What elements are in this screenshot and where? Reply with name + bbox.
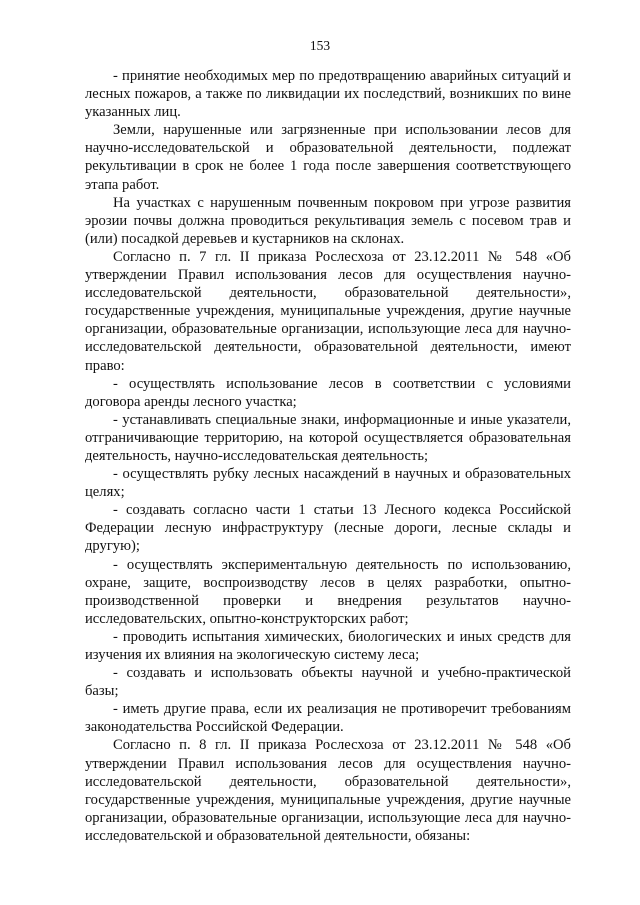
paragraph: - иметь другие права, если их реализация не противоречит требованиям законодательства Российской Федерации.: [85, 701, 571, 736]
paragraph: Согласно п. 7 гл. II приказа Рослесхоза от 23.12.2011 № 548 «Об утверждении Правил использования лесов для осуществления научно-исследовательской деятельности, образовательной деятельности», государственные учреждения, муниципальные учреждения, другие научные организации, образовательные организации, использующие леса для научно-исследовательской деятельности, образовательной деятельности, имеют право:: [85, 248, 571, 374]
paragraph: - осуществлять экспериментальную деятельность по использованию, охране, защите, воспроизводству лесов в целях разработки, опытно-производственной проверки и внедрения результатов научно-исследовательских, опытно-конструкторских работ;: [85, 556, 571, 627]
paragraph: - принятие необходимых мер по предотвращению аварийных ситуаций и лесных пожаров, а также по ликвидации их последствий, возникших по вине указанных лиц.: [85, 68, 571, 121]
paragraph: Земли, нарушенные или загрязненные при использовании лесов для научно-исследовательской и образовательной деятельности, подлежат рекультивации в срок не более 1 года после завершения соответствующего этапа работ.: [85, 122, 571, 193]
paragraph: - осуществлять рубку лесных насаждений в научных и образовательных целях;: [85, 466, 571, 501]
paragraph: - проводить испытания химических, биологических и иных средств для изучения их влияния на экологическую систему леса;: [85, 628, 571, 663]
paragraph: - создавать и использовать объекты научной и учебно-практической базы;: [85, 665, 571, 700]
page-number: 153: [309, 38, 331, 53]
paragraph: На участках с нарушенным почвенным покровом при угрозе развития эрозии почвы должна проводиться рекультивация земель с посевом трав и (или) посадкой деревьев и кустарников на склонах.: [85, 194, 571, 247]
paragraph: - осуществлять использование лесов в соответствии с условиями договора аренды лесного участка;: [85, 375, 571, 410]
document-body: [85, 67, 571, 845]
paragraph: - создавать согласно части 1 статьи 13 Лесного кодекса Российской Федерации лесную инфраструктуру (лесные дороги, лесные склады и другую);: [85, 502, 571, 555]
paragraph: Согласно п. 8 гл. II приказа Рослесхоза от 23.12.2011 № 548 «Об утверждении Правил использования лесов для осуществления научно-исследовательской деятельности, образовательной деятельности», государственные учреждения, муниципальные учреждения, другие научные организации, образовательные организации, использующие леса для научно-исследовательской и образовательной деятельности, обязаны:: [85, 737, 571, 844]
paragraph: - устанавливать специальные знаки, информационные и иные указатели, отграничивающие территорию, на которой осуществляется образовательная деятельность, научно-исследовательская деятельность;: [85, 411, 571, 464]
